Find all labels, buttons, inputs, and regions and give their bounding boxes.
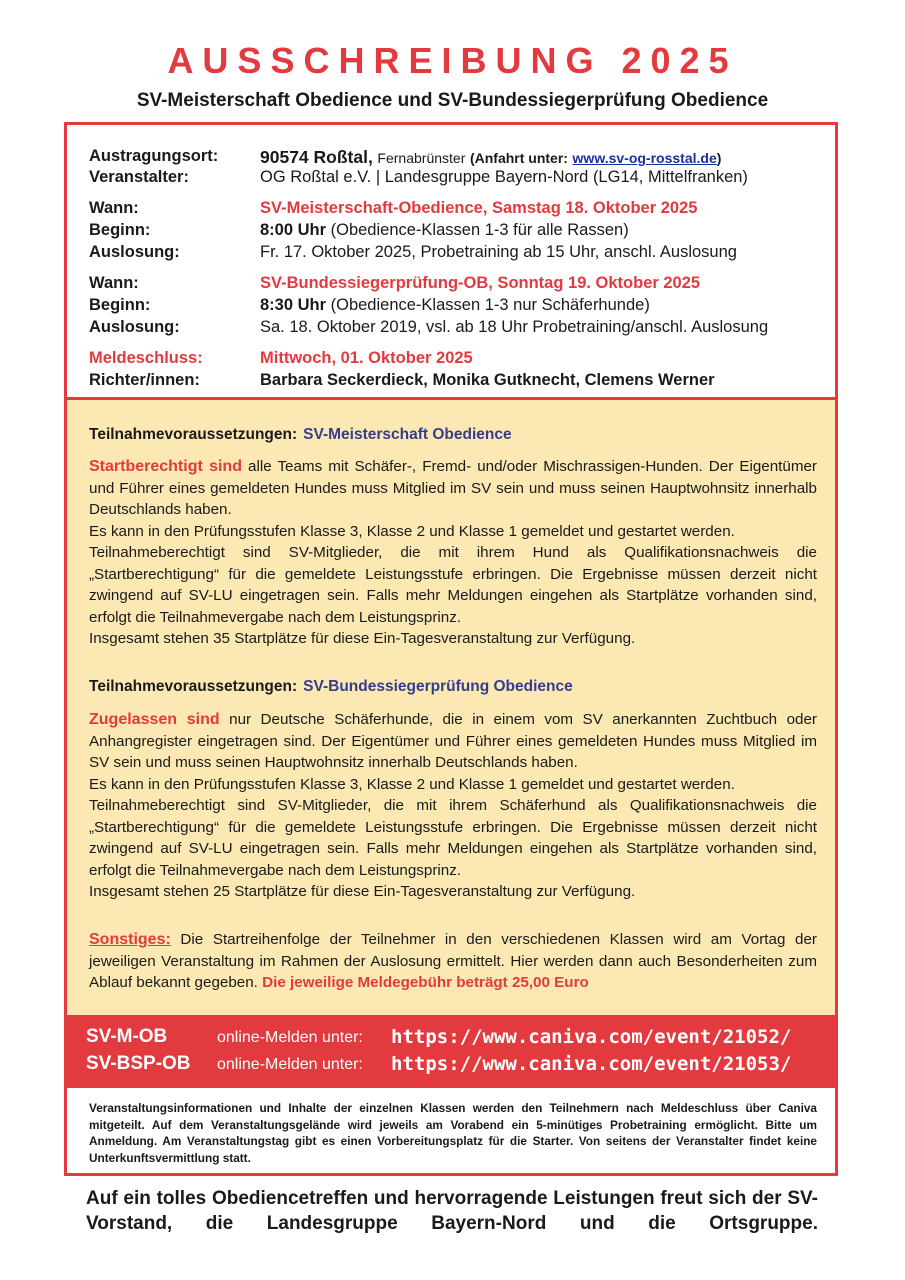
- section2-heading-label: Teilnahmevoraussetzungen:: [89, 678, 298, 695]
- registration-code-1: SV-M-OB: [86, 1026, 168, 1047]
- veranstalter-value: OG Roßtal e.V. | Landesgruppe Bayern-Nord (LG14, Mittelfranken): [260, 168, 748, 186]
- section2-p2: Es kann in den Prüfungsstufen Klasse 3, Klasse 2 und Klasse 1 gemeldet und gestartet werden.: [89, 775, 735, 793]
- page-subtitle: SV-Meisterschaft Obedience und SV-Bundessiegerprüfung Obedience: [136, 90, 769, 111]
- event2-beginn-label: Beginn:: [89, 296, 151, 314]
- event1-auslosung-value: Fr. 17. Oktober 2025, Probetraining ab 15 Uhr, anschl. Auslosung: [260, 243, 737, 261]
- section1-lead: Startberechtigt sind: [89, 458, 242, 475]
- note-box: [64, 1088, 838, 1176]
- event1-beginn-note: (Obedience-Klassen 1-3 für alle Rassen): [330, 221, 629, 239]
- requirements-panel: [64, 400, 838, 1015]
- event1-wann-label: Wann:: [89, 199, 139, 217]
- section2-heading: [89, 678, 573, 696]
- event2-beginn-note: (Obedience-Klassen 1-3 nur Schäferhunde): [330, 296, 650, 314]
- event2-auslosung-value: Sa. 18. Oktober 2019, vsl. ab 18 Uhr Probetraining/anschl. Auslosung: [260, 318, 769, 336]
- section1-p4: Insgesamt stehen 35 Startplätze für diese Ein-Tagesveranstaltung zur Verfügung.: [89, 630, 636, 647]
- section2-p3: Teilnahmeberechtigt sind SV-Mitglieder, die mit ihrem Schäferhund als Qualifikationsnachweis die „Startberechtigung“ für die gemeldete Leistungsstufe erbringen. Die Ergebnisse müssen derzeit nicht zwingend auf SV-LU eingetragen sein. Falls mehr Meldungen eingehen als Startplätze vorhanden sind, erfolgt die Teilnahmevergabe nach dem Leistungsprinz.: [89, 797, 817, 879]
- section2-heading-event: SV-Bundessiegerprüfung Obedience: [303, 678, 573, 695]
- section1-heading-label: Teilnahmevoraussetzungen:: [89, 426, 298, 443]
- event2-auslosung-label: Auslosung:: [89, 318, 180, 336]
- registration-text-2: online-Melden unter:: [217, 1056, 363, 1073]
- event-info-box: [64, 122, 838, 400]
- event2-wann-value: SV-Bundessiegerprüfung-OB, Sonntag 19. Oktober 2025: [260, 274, 701, 292]
- richter-value: Barbara Seckerdieck, Monika Gutknecht, Clemens Werner: [260, 371, 715, 389]
- section2-p4: Insgesamt stehen 25 Startplätze für diese Ein-Tagesveranstaltung zur Verfügung.: [89, 883, 636, 900]
- event1-beginn-label: Beginn:: [89, 221, 151, 239]
- section1-text: [89, 456, 817, 650]
- anfahrt-suffix: ): [716, 150, 722, 166]
- anfahrt-link[interactable]: www.sv-og-rosstal.de: [572, 150, 717, 166]
- fee-note: Die jeweilige Meldegebühr beträgt 25,00 Euro: [262, 974, 589, 991]
- austragungsort-label: Austragungsort:: [89, 147, 219, 165]
- meldeschluss-label: Meldeschluss:: [89, 349, 203, 367]
- closing-text: Auf ein tolles Obediencetreffen und hervorragende Leistungen freut sich der SV-Vorstand, die Landesgruppe Bayern-Nord und die Ortsgruppe.: [86, 1188, 818, 1234]
- registration-url-2[interactable]: https://www.caniva.com/event/21053/: [391, 1053, 792, 1075]
- section1-heading: [89, 426, 512, 444]
- section1-heading-event: SV-Meisterschaft Obedience: [303, 426, 512, 443]
- section1-p1: alle Teams mit Schäfer-, Fremd- und/oder Mischrassigen-Hunden. Der Eigentümer und Führer eines gemeldeten Hundes muss Mitglied im SV sein und muss seinen Hauptwohnsitz innerhalb Deutschlands haben.: [89, 458, 817, 518]
- event1-auslosung-label: Auslosung:: [89, 243, 180, 261]
- event2-wann-label: Wann:: [89, 274, 139, 292]
- veranstalter-label: Veranstalter:: [89, 168, 189, 186]
- section2-p1: nur Deutsche Schäferhunde, die in einem vom SV anerkannten Zuchtbuch oder Anhangregister eingetragen sind. Der Eigentümer und Führer eines gemeldeten Hundes muss Mitglied im SV sein und muss seinen Hauptwohnsitz innerhalb Deutschlands haben.: [89, 711, 817, 771]
- page-title: AUSSCHREIBUNG 2025: [167, 40, 738, 81]
- registration-code-2: SV-BSP-OB: [86, 1053, 191, 1074]
- registration-url-1[interactable]: https://www.caniva.com/event/21052/: [391, 1026, 792, 1048]
- registration-text-1: online-Melden unter:: [217, 1029, 363, 1046]
- anfahrt-prefix: (Anfahrt unter:: [469, 150, 568, 166]
- section1-p2: Es kann in den Prüfungsstufen Klasse 3, Klasse 2 und Klasse 1 gemeldet und gestartet werden.: [89, 522, 735, 540]
- sonstiges-body: Die Startreihenfolge der Teilnehmer in den verschiedenen Klassen wird am Vortag der jeweiligen Veranstaltung im Rahmen der Auslosung ermittelt. Hier werden dann auch Besonderheiten zum Ablauf bekannt gegeben.: [89, 931, 817, 991]
- section2-text: [89, 709, 817, 903]
- event2-beginn-time: 8:30 Uhr: [260, 296, 327, 314]
- section2-lead: Zugelassen sind: [89, 711, 220, 728]
- registration-bar: [64, 1015, 838, 1088]
- austragungsort-city: 90574 Roßtal,: [260, 147, 373, 167]
- meldeschluss-value: Mittwoch, 01. Oktober 2025: [260, 349, 473, 367]
- richter-label: Richter/innen:: [89, 371, 200, 389]
- event1-beginn-time: 8:00 Uhr: [260, 221, 327, 239]
- austragungsort-place: Fernabrünster: [377, 150, 466, 166]
- sonstiges-text: [89, 929, 817, 994]
- note-text: Veranstaltungsinformationen und Inhalte der einzelnen Klassen werden den Teilnehmern nach Meldeschluss über Caniva mitgeteilt. Auf dem Veranstaltungsgelände wird jeweils am Vorabend ein 5-minütiges Probetraining ermöglicht. Bitte um Anmeldung. Am Veranstaltungstag gibt es einen Vorbereitungsplatz für die Starter. Von seitens der Veranstalter findet keine Unterkunftsvermittlung statt.: [89, 1101, 817, 1165]
- event1-wann-value: SV-Meisterschaft-Obedience, Samstag 18. Oktober 2025: [260, 199, 698, 217]
- sonstiges-lead: Sonstiges:: [89, 931, 171, 948]
- section1-p3: Teilnahmeberechtigt sind SV-Mitglieder, die mit ihrem Hund als Qualifikationsnachweis die „Startberechtigung“ für die gemeldete Leistungsstufe erbringen. Die Ergebnisse müssen derzeit nicht zwingend auf SV-LU eingetragen sein. Falls mehr Meldungen eingehen als Startplätze vorhanden sind, erfolgt die Teilnahmevergabe nach dem Leistungsprinz.: [89, 544, 817, 626]
